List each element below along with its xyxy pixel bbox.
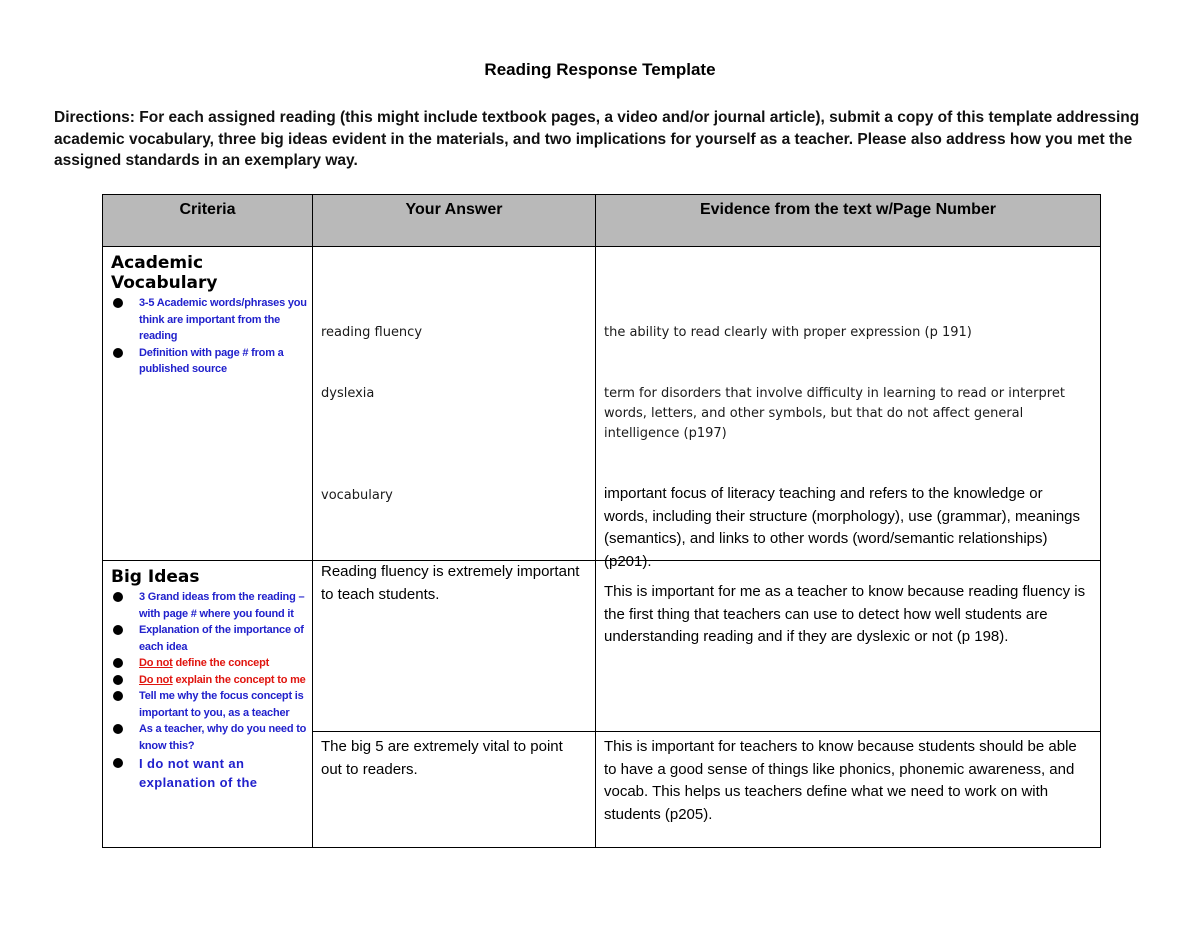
- bigideas-criteria-cell: [103, 561, 313, 848]
- list-item: 3 Grand ideas from the reading – with page # where you found it: [111, 589, 308, 622]
- list-item: Do not define the concept: [111, 655, 308, 672]
- header-row: [103, 195, 1101, 247]
- row-divider: [595, 731, 1101, 732]
- answer-big-idea-2: The big 5 are extremely vital to point out to readers.: [321, 738, 563, 778]
- directions-paragraph: [54, 107, 1144, 172]
- bullet-icon: [113, 675, 123, 685]
- bullet-icon: [113, 348, 123, 358]
- vocab-criteria-cell: [103, 247, 313, 561]
- page-title: Reading Response Template: [484, 60, 716, 79]
- evidence-big-idea-2: This is important for teachers to know because students should be able to have a good sense of things like phonics, phonemic awareness, and vocab. This helps us teachers define what we need to work on with students (p205).: [604, 738, 1077, 823]
- response-table: [102, 194, 1101, 848]
- bigideas-bullet-list: [111, 589, 308, 792]
- bigideas-answer-cell: [313, 561, 596, 848]
- evidence-big-idea-1: This is important for me as a teacher to know because reading fluency is the first thing that teachers can use to detect how well students are understanding reading and if they are dyslexic or not (p 198).: [604, 583, 1086, 645]
- bullet-icon: [113, 592, 123, 602]
- row-divider: [312, 731, 596, 732]
- vocab-answer-cell: [313, 247, 596, 561]
- bullet-icon: [113, 625, 123, 635]
- bullet-icon: [113, 298, 123, 308]
- evidence-vocabulary: important focus of literacy teaching and refers to the knowledge or words, including their structure (morphology), use (grammar), meanings (semantics), and links to other words (word/semantic relationships) (p201).: [604, 485, 1081, 570]
- header-criteria: Criteria: [103, 195, 313, 247]
- bullet-icon: [113, 724, 123, 734]
- bullet-icon: [113, 658, 123, 668]
- vocab-evidence-cell: [596, 247, 1101, 570]
- directions-text: For each assigned reading (this might include textbook pages, a video and/or journal article), submit a copy of this template addressing academic vocabulary, three big ideas evident in the materials, and two implications for yourself as a teacher. Please also address how you met the assigned standards in an exemplary way.: [54, 109, 1140, 169]
- list-item: I do not want an explanation of the: [111, 754, 308, 792]
- answer-dyslexia: dyslexia: [321, 386, 375, 401]
- header-your-answer: Your Answer: [313, 195, 596, 247]
- evidence-reading-fluency: the ability to read clearly with proper expression (p 191): [604, 325, 972, 340]
- answer-big-idea-1: Reading fluency is extremely important to teach students.: [321, 563, 580, 603]
- bigideas-row: [103, 561, 1101, 848]
- directions-label: Directions:: [54, 109, 135, 126]
- list-item: Do not explain the concept to me: [111, 672, 308, 689]
- vocab-bullet-list: [111, 295, 308, 378]
- evidence-dyslexia: term for disorders that involve difficulty in learning to read or interpret words, letters, and other symbols, but that do not affect general intelligence (p197): [604, 386, 1065, 441]
- header-evidence: Evidence from the text w/Page Number: [596, 195, 1101, 247]
- list-item: As a teacher, why do you need to know this?: [111, 721, 308, 754]
- vocab-row: [103, 247, 1101, 561]
- vocab-heading: Academic Vocabulary: [111, 253, 218, 293]
- answer-vocabulary: vocabulary: [321, 488, 393, 503]
- list-item: Tell me why the focus concept is important to you, as a teacher: [111, 688, 308, 721]
- list-item: Definition with page # from a published source: [111, 345, 308, 378]
- bullet-icon: [113, 691, 123, 701]
- bigideas-evidence-cell: [596, 561, 1101, 848]
- list-item: Explanation of the importance of each idea: [111, 622, 308, 655]
- bullet-icon: [113, 758, 123, 768]
- list-item: 3-5 Academic words/phrases you think are important from the reading: [111, 295, 308, 345]
- bigideas-heading: Big Ideas: [111, 567, 200, 587]
- answer-reading-fluency: reading fluency: [321, 325, 423, 340]
